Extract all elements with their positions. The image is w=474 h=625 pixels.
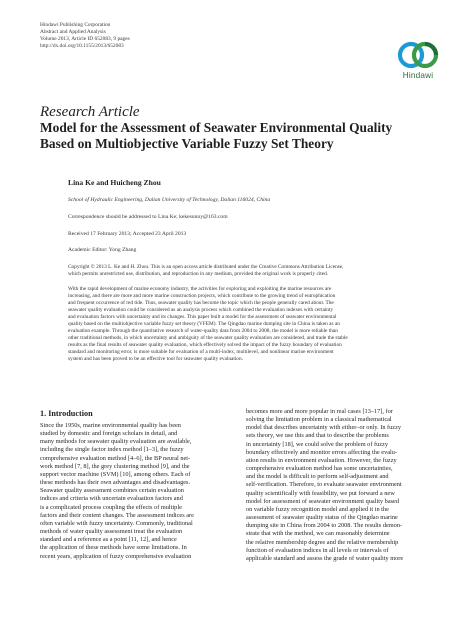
academic-editor: Academic Editor: Yong Zhang <box>68 247 137 253</box>
body-line: model that describes uncertainty with either–or only. In fuzzy <box>246 424 402 432</box>
body-line: dumping site in China from 2004 to 2008. The results demon- <box>246 522 403 530</box>
body-line: comprehensive evaluation method [4–6], the BP neural net- <box>40 454 191 462</box>
abstract-line: results as the final results of seawater quality evaluation, which effectively solved the impact of the fuzzy boundary of evaluation <box>68 342 342 348</box>
copyright-notice <box>68 264 446 278</box>
body-line: including the single factor index method [1–3], the fuzzy <box>40 446 184 454</box>
abstract-line: quality based on the multiobjective variable fuzzy set theory (VFEM). The Qingdao marine dumping site in China is taken as an <box>68 321 340 327</box>
body-line: recent years, application of fuzzy comprehensive evaluation <box>40 552 192 560</box>
copyright-line: which permits unrestricted use, distribution, and reproduction in any medium, provided the original work is properly cited. <box>68 271 329 278</box>
abstract-line: other traditional methods, in which uncertainty and ambiguity of the seawater quality evaluation are considered, and trade the stable <box>68 335 348 341</box>
correspondence: Correspondence should be addressed to Lina Ke; kekesunny@163.com <box>68 214 228 220</box>
body-line: indices and criteria with uncertain evaluation factors and <box>40 495 183 503</box>
body-line: on variable fuzzy recognition model and applied it in the <box>246 505 389 513</box>
received-accepted-dates: Received 17 February 2013; Accepted 23 April 2013 <box>68 231 187 237</box>
body-line: comprehensive evaluation method has some uncertainties, <box>246 465 393 473</box>
abstract-line: seawater quality evaluation could be considered as an analysis process which combined the evaluation indexes with certainty <box>68 307 334 313</box>
abstract-line: standard and monitoring error, is more suitable for evaluation of a multi-index, multilevel, and nonlinear marine environment <box>68 349 334 355</box>
body-line: Since the 1950s, marine environmental quality has been <box>40 422 181 429</box>
body-line: support vector machine (SVM) [10], among others. Each of <box>40 470 191 478</box>
abstract-line: and frequent occurrence of red tide. Thus, seawater quality has become the topic which the people generally cared about. The <box>68 300 334 306</box>
affiliation: School of Hydraulic Engineering, Dalian University of Technology, Dalian 116024, China <box>68 197 271 203</box>
section-heading: 1. Introduction <box>40 409 93 418</box>
abstract <box>68 286 446 363</box>
abstract-line: evaluation example. Through the quantitative research of water-quality data from 2004 to 2008, the model is more reliable than <box>68 328 338 334</box>
title-line: Based on Multiobjective Variable Fuzzy Set Theory <box>40 136 334 152</box>
body-line: factors and their content changes. The assessment indices are <box>40 511 194 519</box>
copyright-line: Copyright © 2013 L. Ke and H. Zhou. This is an open access article distributed under the Creative Commons Attribution License, <box>68 264 344 270</box>
body-line: the relative membership degree and the relative membership <box>246 538 399 546</box>
left-column <box>40 422 236 561</box>
hindawi-logo-text: Hindawi <box>402 71 434 80</box>
right-column <box>246 408 442 563</box>
body-line: these methods has their own advantages and disadvantages. <box>40 479 191 487</box>
body-line: Seawater quality assessment combines certain evaluation <box>40 487 184 495</box>
abstract-line: and evaluation factors with uncertainty and its changes. This paper built a model for the assessment of seawater environmental <box>68 314 337 320</box>
body-line: sets theory, we use this and that to describe the problems <box>246 432 389 440</box>
publisher-name: Hindawi Publishing Corporation <box>40 22 111 28</box>
title-line: Model for the Assessment of Seawater Environmental Quality <box>40 120 393 135</box>
body-line: becomes more and more popular in real cases [13–17], for <box>246 408 393 415</box>
body-line: in uncertainty [18], we could solve the problem of fuzzy <box>246 440 388 448</box>
body-line: work method [7, 8], the grey clustering method [9], and the <box>40 462 190 470</box>
hindawi-logo-icon <box>392 36 444 88</box>
volume-info: Volume 2013, Article ID 652083, 9 pages <box>40 35 130 42</box>
article-type: Research Article <box>40 104 140 120</box>
paper-title <box>40 120 440 153</box>
body-line: methods of water quality assessment treat the evaluation <box>40 528 183 536</box>
abstract-line: With the rapid development of marine economy industry, the activities for exploring and exploiting the marine resources are <box>68 286 332 292</box>
body-line: many methods for seawater quality evaluation are available, <box>40 438 192 446</box>
body-line: applicable standard and assess the grade of water quality more <box>246 554 404 562</box>
body-line: the application of these methods have some limitations. In <box>40 544 187 552</box>
abstract-line: increasing, and there are more and more marine construction projects, which contribute to the growing trend of eutrophication <box>68 293 336 299</box>
body-line: solving the limitation problem in a classical mathematical <box>246 416 392 424</box>
body-line: model for assessment of seawater environment quality based <box>246 497 400 505</box>
body-line: function of evaluation indices in all levels or intervals of <box>246 546 389 554</box>
body-line: studied by domestic and foreign scholars in detail, and <box>40 430 178 438</box>
body-line: ation results in environment evaluation. However, the fuzzy <box>246 456 397 464</box>
body-line: often variable with fuzzy uncertainty. Commonly, traditional <box>40 519 193 527</box>
body-line: standard and a reference as a point [11, 12], and hence <box>40 536 177 544</box>
abstract-line: system and has been proved to be an effective tool for seawater quality evaluation. <box>68 356 243 362</box>
body-line: quality scientifically with feasibility, we put forward a new <box>246 489 395 497</box>
body-line: self-verification. Therefore, to evaluate seawater environment <box>246 481 402 489</box>
body-line: is a complicated process coupling the effects of multiple <box>40 503 182 511</box>
body-line: strate that with the method, we can reasonably determine <box>246 530 390 538</box>
doi-link[interactable]: http://dx.doi.org/10.1155/2013/652083 <box>40 42 124 49</box>
journal-info <box>40 22 340 50</box>
journal-name: Abstract and Applied Analysis <box>40 28 106 35</box>
body-line: assessment of seawater quality status of the Qingdao marine <box>246 514 398 522</box>
body-line: boundary effectively and monitor errors affecting the evalu- <box>246 448 398 456</box>
authors: Lina Ke and Huicheng Zhou <box>68 178 161 187</box>
body-line: and the model is difficult to perform self-adjustment and <box>246 473 389 481</box>
